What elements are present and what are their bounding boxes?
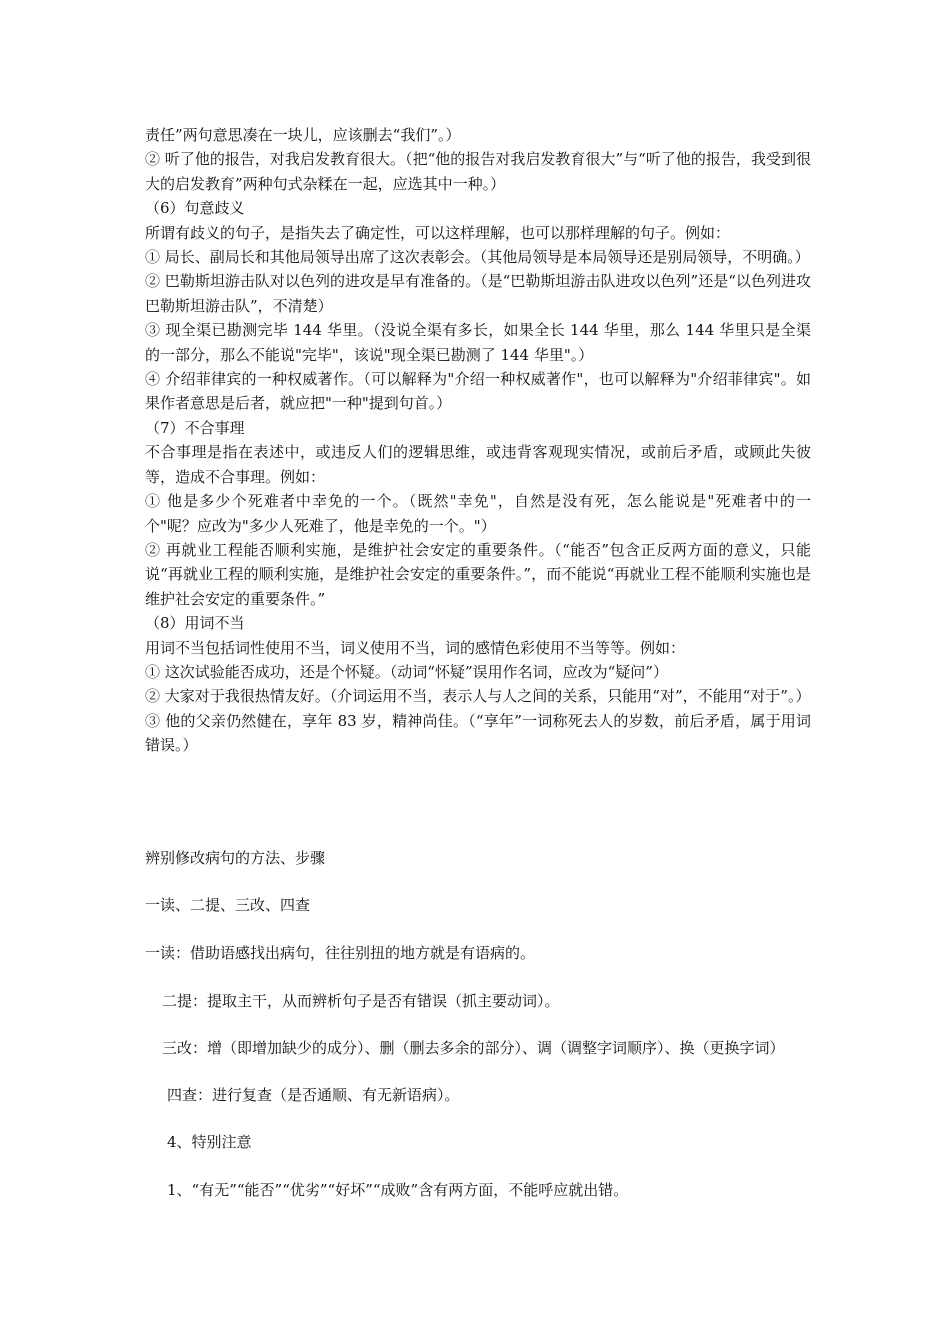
- step-check: 四查：进行复查（是否通顺、有无新语病）。: [167, 1086, 460, 1104]
- paragraph: ② 大家对于我很热情友好。（介词运用不当，表示人与人之间的关系，只能用“对”，不能用“对于”。）: [145, 687, 811, 706]
- attention-heading: 4、特别注意: [167, 1133, 252, 1151]
- attention-note: 1、“有无”“能否”“优劣”“好坏”“成败”含有两方面，不能呼应就出错。: [167, 1181, 629, 1199]
- paragraph: ③ 现全渠已勘测完毕 144 华里。（没说全渠有多长，如果全长 144 华里，那么 144 华里只是全渠的一部分，那么不能说"完毕"，该说"现全渠已勘测了 144 华里"。）: [145, 321, 811, 364]
- paragraph: ④ 介绍菲律宾的一种权威著作。（可以解释为"介绍一种权威著作"，也可以解释为"介绍菲律宾"。如果作者意思是后者，就应把"一种"提到句首。）: [145, 370, 811, 413]
- step-extract: 二提：提取主干，从而辨析句子是否有错误（抓主要动词）。: [162, 992, 560, 1010]
- step-read: 一读：借助语感找出病句，往往别扭的地方就是有语病的。: [145, 944, 536, 962]
- section-heading: （8）用词不当: [145, 614, 245, 633]
- section-heading: （6）句意歧义: [145, 199, 245, 218]
- methods-summary: 一读、二提、三改、四查: [145, 896, 311, 914]
- paragraph: ③ 他的父亲仍然健在，享年 83 岁，精神尚佳。（“享年”一词称死去人的岁数，前后矛盾，属于用词错误。）: [145, 711, 811, 755]
- methods-heading: 辨别修改病句的方法、步骤: [145, 849, 326, 867]
- paragraph: 用词不当包括词性使用不当，词义使用不当，词的感情色彩使用不当等等。例如：: [145, 638, 686, 657]
- paragraph: 不合事理是指在表述中，或违反人们的逻辑思维，或违背客观现实情况，或前后矛盾，或顾此失彼等，造成不合事理。例如：: [145, 443, 811, 486]
- paragraph: ① 他是多少个死难者中幸免的一个。（既然"幸免"，自然是没有死，怎么能说是"死难者中的一个"呢？应改为"多少人死难了，他是幸免的一个。"）: [145, 492, 811, 535]
- paragraph: 所谓有歧义的句子，是指失去了确定性，可以这样理解，也可以那样理解的句子。例如：: [145, 223, 731, 242]
- text-block: [145, 123, 811, 758]
- paragraph: ① 这次试验能否成功，还是个怀疑。（动词“怀疑”误用作名词，应改为“疑问”）: [145, 662, 668, 681]
- section-heading: （7）不合事理: [145, 418, 245, 437]
- paragraph: ② 巴勒斯坦游击队对以色列的进攻是早有准备的。（是“巴勒斯坦游击队进攻以色列”还是“以色列进攻巴勒斯坦游击队”，不清楚）: [145, 272, 811, 315]
- paragraph: ② 听了他的报告，对我启发教育很大。（把“他的报告对我启发教育很大”与“听了他的报告，我受到很大的启发教育”两种句式杂糅在一起，应选其中一种。）: [145, 150, 811, 193]
- step-modify: 三改：增（即增加缺少的成分）、删（删去多余的部分）、调（调整字词顺序）、换（更换字词）: [162, 1039, 785, 1057]
- paragraph: 责任”两句意思凑在一块儿，应该删去“我们”。）: [145, 126, 461, 144]
- paragraph: ② 再就业工程能否顺利实施，是维护社会安定的重要条件。（“能否”包含正反两方面的意义，只能说“再就业工程的顺利实施，是维护社会安定的重要条件。”，而不能说“再就业工程不能顺利实施也是维护社会安定的重要条件。”: [145, 540, 811, 608]
- paragraph: ① 局长、副局长和其他局领导出席了这次表彰会。（其他局领导是本局领导还是别局领导，不明确。）: [145, 248, 810, 267]
